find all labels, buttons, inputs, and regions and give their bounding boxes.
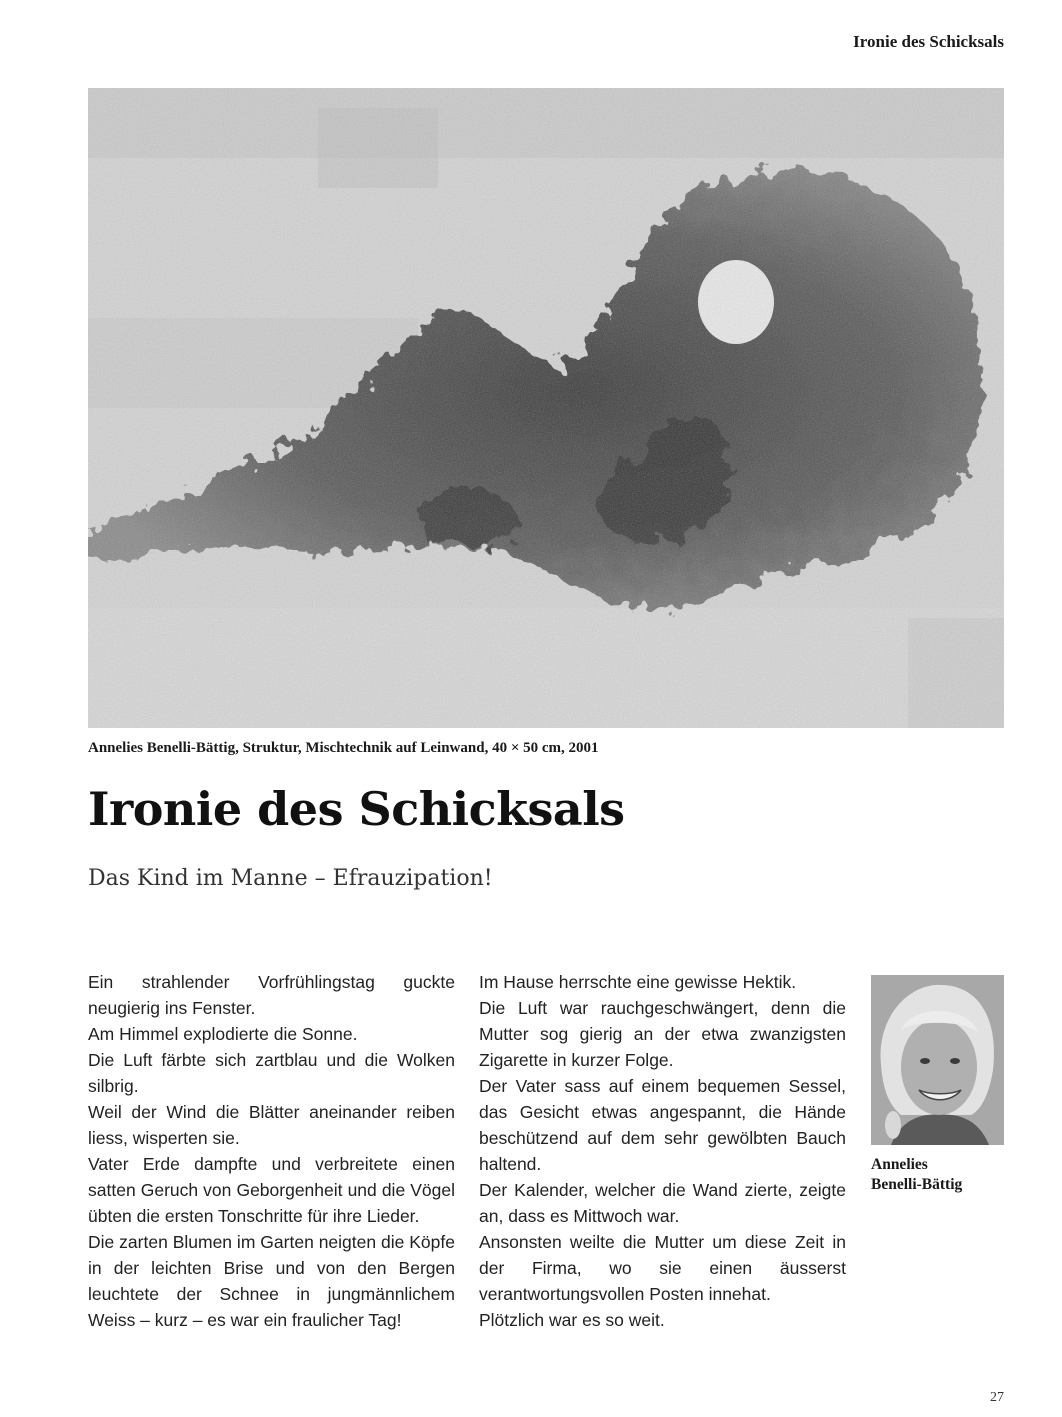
author-last-name: Benelli-Bättig <box>871 1176 963 1193</box>
artwork-caption: Annelies Benelli-Bättig, Struktur, Mischtechnik auf Leinwand, 40 × 50 cm, 2001 <box>88 740 599 756</box>
paragraph: Der Vater sass auf einem bequemen Sessel, das Gesicht etwas angespannt, die Hände beschützend auf dem sehr gewölbten Bauch haltend. <box>479 1076 846 1174</box>
paragraph: Die Luft war rauchgeschwängert, denn die Mutter sog gierig an der etwa zwanzigsten Zigarette in kurzer Folge. <box>479 998 846 1070</box>
article-title: Ironie des Schicksals <box>88 782 625 836</box>
running-header-title: Ironie des Schicksals <box>853 32 1004 51</box>
article-column-left <box>88 969 455 1333</box>
page-number: 27 <box>990 1390 1004 1405</box>
paragraph: Ein strahlender Vorfrühlingstag guckte neugierig ins Fenster. <box>88 972 455 1018</box>
author-name <box>871 1155 962 1195</box>
paragraph: Die zarten Blumen im Garten neigten die Köpfe in der leichten Brise und von den Bergen leuchtete der Schnee in jungmännlichem Weiss – kurz – es war ein fraulicher Tag! <box>88 1232 455 1330</box>
paragraph: Weil der Wind die Blätter aneinander reiben liess, wisperten sie. <box>88 1102 455 1148</box>
paragraph: Am Himmel explodierte die Sonne. <box>88 1024 358 1044</box>
author-first-name: Annelies <box>871 1156 928 1173</box>
paragraph: Plötzlich war es so weit. <box>479 1310 665 1330</box>
author-portrait-image <box>871 975 1004 1145</box>
paragraph: Ansonsten weilte die Mutter um diese Zeit in der Firma, wo sie einen äusserst verantwortungsvollen Posten innehat. <box>479 1232 846 1304</box>
paragraph: Die Luft färbte sich zartblau und die Wolken silbrig. <box>88 1050 455 1096</box>
paragraph: Im Hause herrschte eine gewisse Hektik. <box>479 972 797 992</box>
abstract-painting-image <box>88 88 1004 728</box>
article-subtitle: Das Kind im Manne – Efrauzipation! <box>88 866 493 891</box>
paragraph: Der Kalender, welcher die Wand zierte, zeigte an, dass es Mittwoch war. <box>479 1180 846 1226</box>
article-column-right <box>479 969 846 1333</box>
paragraph: Vater Erde dampfte und verbreitete einen satten Geruch von Geborgenheit und die Vögel übten die ersten Tonschritte für ihre Lieder. <box>88 1154 455 1226</box>
